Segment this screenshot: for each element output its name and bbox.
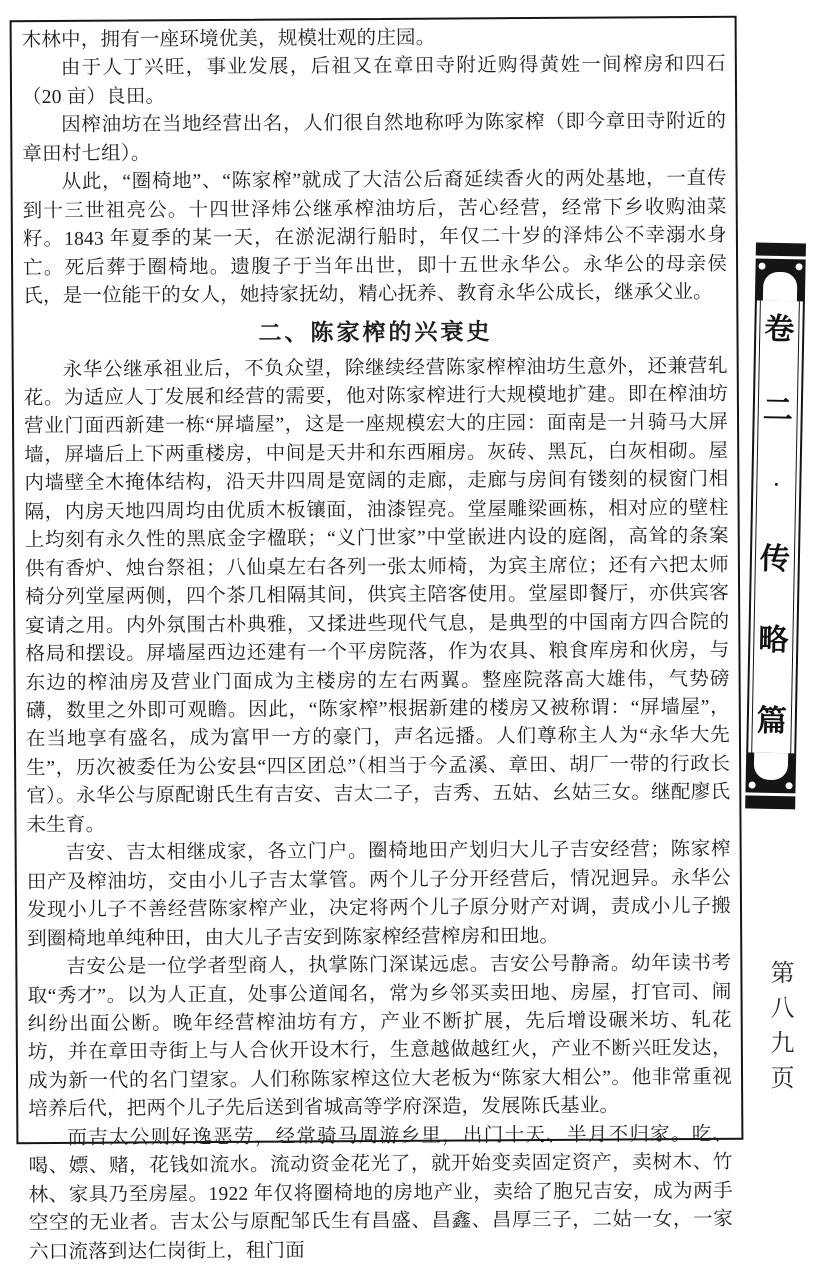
banner-bottom-bar [745, 795, 795, 809]
paragraph: 而吉太公则好逸恶劳，经常骑马周游乡里，出门十天、半月不归家。吃、喝、嫖、赌，花钱如流水。流动资金花光了，就开始变卖固定资产，卖树木、竹林、家具乃至房屋。1922 年仅将圈椅地的房地产业，卖给了胞兄吉安，成为两手空空的无业者。吉太公与原配邹氏生有昌盛、昌鑫、昌厚三子，二姑一女，一家六口流落到达仁岗街上，租门面 [28, 1123, 733, 1263]
paragraph: 吉安、吉太相继成家，各立门户。圈椅地田产划归大儿子吉安经营；陈家榨田产及榨油坊，交由小儿子吉太掌管。两个儿子分开经营后，情况迥异。永华公发现小儿子不善经营陈家榨产业，决定将两个儿子原分财产对调，责成小儿子搬到圈椅地单纯种田，由大儿子吉安到陈家榨经营榨房和田地。 [26, 839, 732, 950]
paragraph-continuation: 木林中，拥有一座环境优美，规模壮观的庄园。 [21, 27, 436, 52]
scroll-curl-icon [749, 781, 756, 788]
page-number: 第八九页 [766, 960, 794, 1100]
banner-separator-dot: · [773, 475, 780, 495]
banner-character: 卷 [764, 311, 795, 348]
banner-arch [754, 752, 789, 780]
body-text-frame [10, 16, 744, 1263]
scroll-curl-icon [786, 782, 793, 789]
banner-character: 略 [758, 622, 789, 658]
section-heading: 二、陈家榨的兴衰史 [258, 318, 493, 346]
banner-character: 篇 [756, 703, 788, 740]
banner-foot-ornament [745, 752, 796, 793]
paragraph: 从此，“圈椅地”、“陈家榨”就成了大洁公后裔延续香火的两处基地，一直传到十三世祖亮公。十四世泽炜公继承榨油坊后，苦心经营，经常下乡收购油菜籽。1843 年夏季的某一天，在淤泥湖行船时，年仅二十岁的泽炜公不幸溺水身亡。死后葬于圈椅地。遗腹子于当年出世，即十五世永华公。永华公的母亲侯氏，是一位能干的女人，她持家抚幼，精心抚养、教育永华公成长，继承父业。 [22, 168, 728, 308]
banner-character: 传 [759, 541, 791, 577]
paragraph: 因榨油坊在当地经营出名，人们很自然地称呼为陈家榨（即今章田寺附近的章田村七组）。 [22, 111, 727, 165]
paragraph: 永华公继承祖业后，不负众望，除继续经营陈家榨榨油坊生意外，还兼营轧花。为适应人丁发展和经营的需要，他对陈家榨进行大规模地扩建。即在榨油坊营业门面西新建一栋“屏墙屋”，这是一座规模宏大的庄园：面南是一爿骑马大屏墙，屏墙后上下两重楼房，中间是天井和东西厢房。灰砖、黑瓦，白灰相砌。屋内墙壁全木掩体结构，沿天井四周是宽阔的走廊，走廊与房间有镂刻的棂窗门相隔，内房天地四周均由优质木板镶面，油漆锃亮。堂屋雕梁画栋，相对应的壁柱上均刻有永久性的黑底金字楹联；“义门世家”中堂嵌进内设的庭阁，高耸的条案供有香炉、烛台祭祖；八仙桌左右各列一张太师椅，为宾主席位；还有六把太师椅分列堂屋两侧，四个茶几相隔其间，供宾主陪客使用。堂屋即餐厅，亦供宾客宴请之用。内外氛围古朴典雅，又揉进些现代气息，是典型的中国南方四合院的格局和摆设。屏墙屋西边还建有一个平房院落，作为农具、粮食库房和伙房，与东边的榨油房及营业门面成为主楼房的左右两翼。整座院落高大雄伟，气势磅礴，数里之外即可观瞻。因此，“陈家榨”根据新建的楼房又被称谓：“屏墙屋”，在当地享有盛名，成为富甲一方的豪门，声名远播。人们尊称主人为“永华大先生”，历次被委任为公安县“四区团总”（相当于今孟溪、章田、胡厂一带的行政长官）。永华公与原配谢氏生有吉安、吉太二子，吉秀、五姑、幺姑三女。继配廖氏未生育。 [23, 355, 731, 836]
volume-banner [745, 243, 806, 810]
banner-character: 二 [762, 392, 794, 429]
scroll-curl-icon [795, 263, 802, 270]
banner-head-ornament [755, 259, 806, 302]
banner-shaft [746, 301, 805, 754]
scroll-curl-icon [758, 263, 765, 270]
paragraph: 吉安公是一位学者型商人，执掌陈门深谋远虑。吉安公号静斋。幼年读书考取“秀才”。以为人正直，处事公道闻名，常为乡邻买卖田地、房屋，打官司、闹纠纷出面公断。晚年经营榨油坊有方，产业不断扩展，先后增设碾米坊、轧花坊，并在章田寺街上与人合伙开设木行，生意越做越红火，产业不断兴旺发达，成为新一代的名门望家。人们称陈家榨这位大老板为“陈家大相公”。他非常重视培养后代，把两个儿子先后送到省城高等学府深造，发展陈氏基业。 [27, 952, 733, 1121]
paragraph: 由于人丁兴旺，事业发展，后祖又在章田寺附近购得黄姓一间榨房和四石（20 亩）良田。 [21, 54, 726, 109]
banner-arch [763, 272, 798, 302]
banner-top-bar [756, 243, 806, 257]
